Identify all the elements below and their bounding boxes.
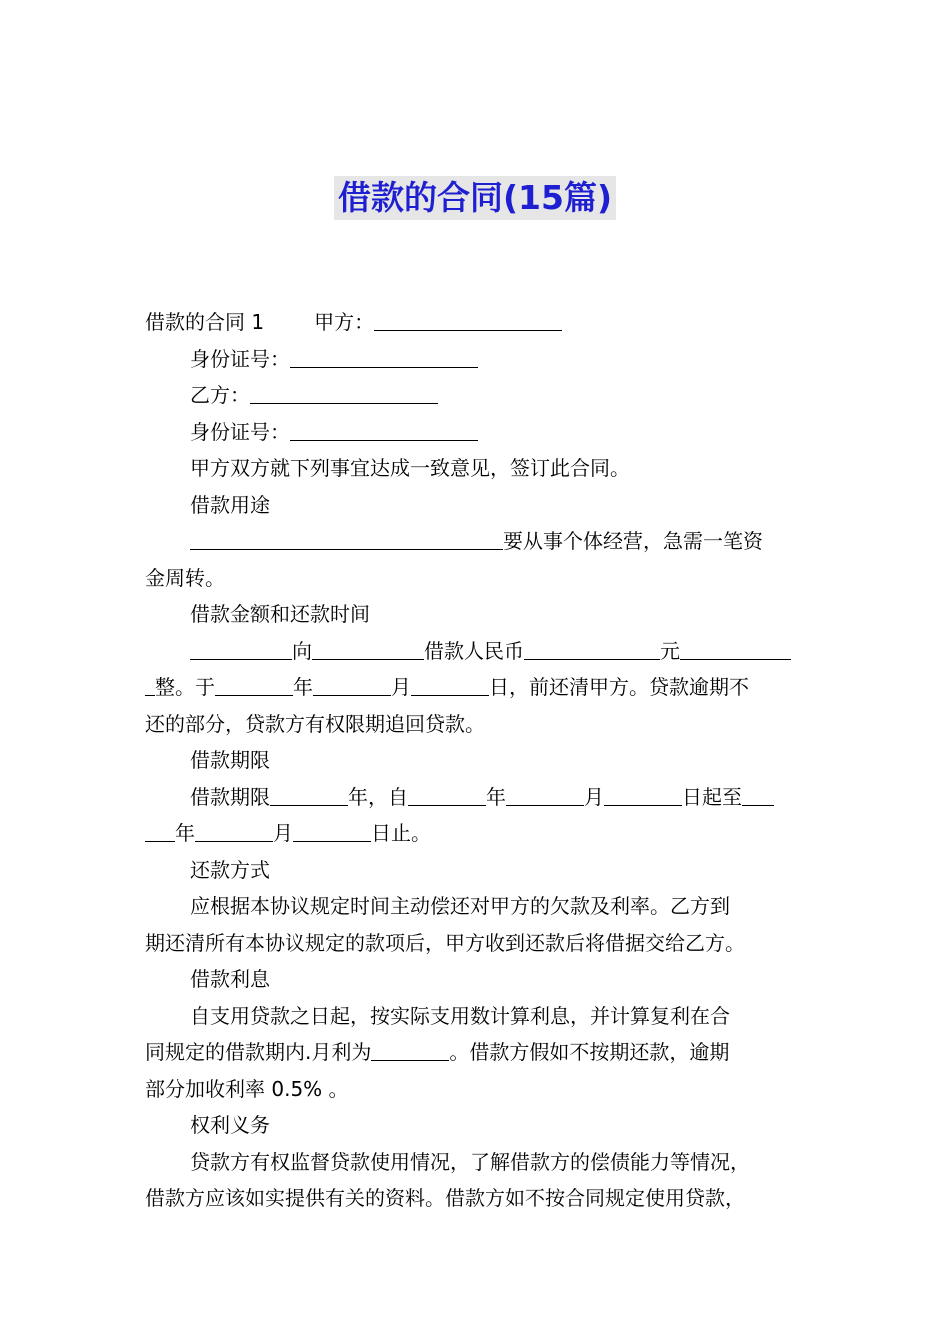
repay-date-line	[145, 669, 807, 706]
month-blank[interactable]	[313, 673, 391, 696]
section-heading-term: 借款期限	[190, 748, 270, 772]
party-b-line	[145, 377, 807, 414]
party-b-label: 乙方：	[190, 383, 250, 407]
section-heading-amount: 借款金额和还款时间	[190, 602, 370, 626]
amount-text: 元	[660, 638, 680, 663]
title-block	[0, 176, 950, 220]
term-years-blank[interactable]	[270, 783, 348, 806]
section-heading-interest: 借款利息	[190, 967, 270, 991]
monthly-rate-blank[interactable]	[371, 1038, 449, 1061]
term-text: 日止。	[371, 821, 431, 845]
party-b-blank[interactable]	[250, 381, 438, 404]
end-month-blank[interactable]	[195, 819, 273, 842]
section-heading-rights: 权利义务	[190, 1113, 270, 1137]
party-a-line	[145, 304, 807, 341]
term-text: 年，自	[348, 784, 408, 809]
start-year-blank[interactable]	[408, 783, 486, 806]
end-year-blank[interactable]	[742, 783, 774, 806]
interest-rate-line	[145, 1034, 807, 1071]
amount-text: 借款人民币	[424, 638, 524, 663]
purpose-text: 要从事个体经营，急需一笔资	[503, 529, 763, 553]
end-day-blank[interactable]	[293, 819, 371, 842]
paragraph-text: 贷款方有权监督贷款使用情况，了解借款方的偿债能力等情况，	[190, 1149, 750, 1174]
start-day-blank[interactable]	[604, 783, 682, 806]
document-title: 借款的合同(15篇)	[334, 176, 616, 220]
amount-words-blank-cont[interactable]	[145, 673, 155, 696]
start-month-blank[interactable]	[506, 783, 584, 806]
section-heading-repayment: 还款方式	[190, 857, 270, 882]
term-text: 年	[486, 784, 506, 809]
day-blank[interactable]	[411, 673, 489, 696]
repay-text: 年	[293, 675, 313, 699]
term-text: 年	[175, 821, 195, 845]
term-text: 月	[584, 784, 604, 809]
year-blank[interactable]	[215, 673, 293, 696]
party-a-blank[interactable]	[374, 308, 562, 331]
document-body	[145, 304, 807, 1217]
paragraph-text: 自支用贷款之日起，按实际支用数计算利息，并计算复利在合	[190, 1003, 730, 1028]
amount-line	[145, 633, 807, 670]
contract-heading: 借款的合同 1	[145, 310, 265, 334]
party-b-id-blank[interactable]	[290, 418, 478, 441]
term-text: 借款期限	[190, 784, 270, 809]
interest-text: 。借款方假如不按期还款，逾期	[449, 1040, 730, 1064]
party-a-id-line	[145, 341, 807, 378]
lender-blank[interactable]	[312, 637, 424, 660]
party-a-id-blank[interactable]	[290, 345, 478, 368]
amount-blank[interactable]	[524, 637, 660, 660]
paragraph-text: 金周转。	[145, 565, 225, 590]
amount-text: 向	[292, 638, 312, 663]
term-line	[145, 779, 807, 816]
party-b-id-line	[145, 414, 807, 451]
borrower-blank[interactable]	[190, 637, 292, 660]
repay-text: 月	[391, 675, 411, 699]
section-heading-purpose: 借款用途	[190, 492, 270, 517]
paragraph-text: 还的部分，贷款方有权限期追回贷款。	[145, 711, 485, 736]
paragraph-text: 部分加收利率 0.5% 。	[145, 1076, 349, 1101]
purpose-blank[interactable]	[190, 527, 503, 550]
repay-text: 日，前还清甲方。贷款逾期不	[489, 675, 749, 699]
paragraph-text: 期还清所有本协议规定的款项后，甲方收到还款后将借据交给乙方。	[145, 930, 745, 955]
party-a-label: 甲方：	[314, 310, 375, 334]
end-year-blank-cont[interactable]	[145, 819, 175, 842]
term-text: 月	[273, 821, 293, 845]
paragraph-text: 借款方应该如实提供有关的资料。借款方如不按合同规定使用贷款，	[145, 1186, 745, 1210]
purpose-line	[145, 523, 807, 560]
term-end-line	[145, 815, 807, 852]
interest-text: 同规定的借款期内.月利为	[145, 1040, 372, 1064]
id-label: 身份证号：	[190, 346, 290, 371]
paragraph-text: 应根据本协议规定时间主动偿还对甲方的欠款及利率。乙方到	[190, 894, 730, 918]
paragraph-text: 甲方双方就下列事宜达成一致意见，签订此合同。	[190, 456, 630, 480]
id-label: 身份证号：	[190, 419, 290, 444]
term-text: 日起至	[682, 784, 742, 809]
repay-text: 整。于	[155, 675, 215, 699]
amount-words-blank[interactable]	[680, 637, 791, 660]
